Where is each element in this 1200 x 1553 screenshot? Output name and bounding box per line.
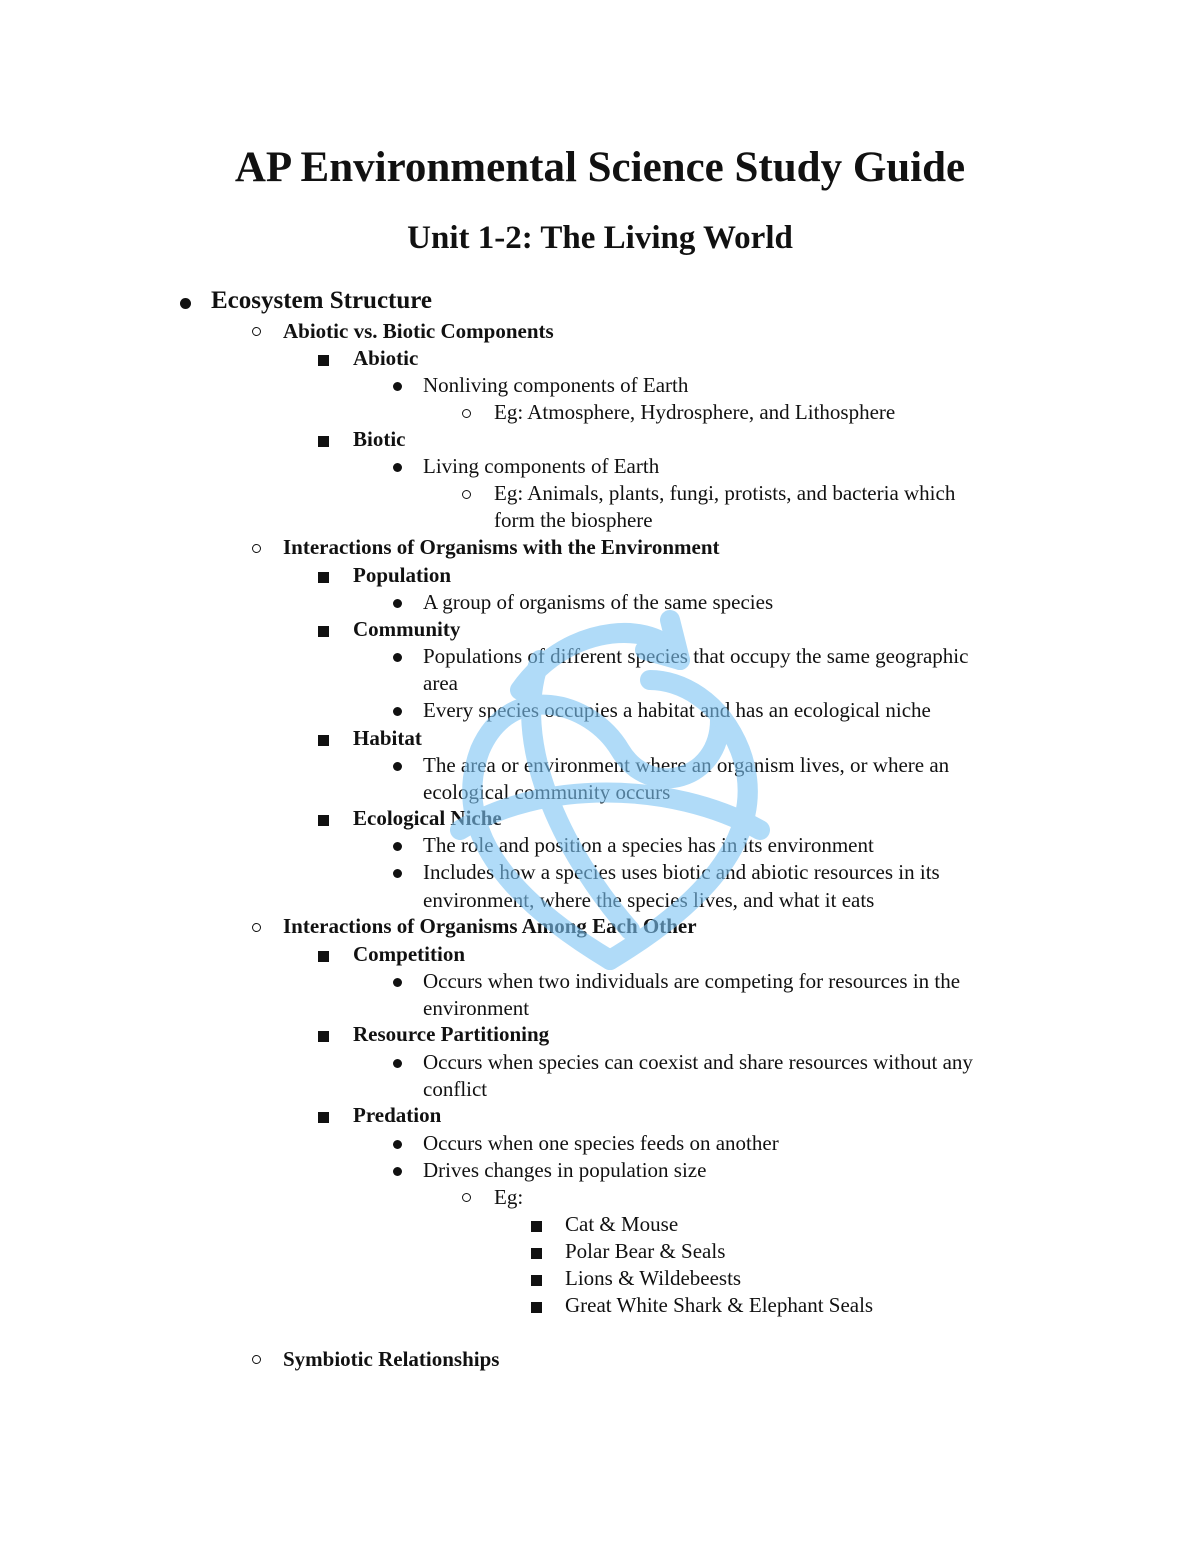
example-item: Lions & Wildebeests xyxy=(565,1266,742,1290)
subheading-interactions-among: Interactions of Organisms Among Each Other xyxy=(283,914,697,938)
definition-text: Includes how a species uses biotic and abiotic resources in its xyxy=(423,860,940,884)
definition-text: The area or environment where an organism lives, or where an xyxy=(423,753,950,777)
term-predation: Predation xyxy=(353,1103,442,1127)
term-ecological-niche: Ecological Niche xyxy=(353,806,502,830)
bullet-square-icon xyxy=(318,735,329,746)
subheading-interactions-environment: Interactions of Organisms with the Environment xyxy=(283,535,720,559)
bullet-dot-icon xyxy=(393,869,402,878)
bullet-square-icon xyxy=(531,1275,542,1286)
term-abiotic: Abiotic xyxy=(353,346,419,370)
page-title: AP Environmental Science Study Guide xyxy=(234,144,966,191)
bullet-ring-icon xyxy=(252,327,261,336)
example-text: Eg: Animals, plants, fungi, protists, and bacteria which xyxy=(494,481,956,505)
term-community: Community xyxy=(353,617,461,641)
subheading-abiotic-vs-biotic: Abiotic vs. Biotic Components xyxy=(283,319,554,343)
bullet-dot-icon xyxy=(180,298,191,309)
definition-text: Occurs when species can coexist and share resources without any xyxy=(423,1050,973,1074)
bullet-square-icon xyxy=(318,436,329,447)
bullet-square-icon xyxy=(531,1248,542,1259)
definition-text: Occurs when one species feeds on another xyxy=(423,1131,779,1155)
term-competition: Competition xyxy=(353,942,465,966)
bullet-ring-icon xyxy=(462,409,471,418)
definition-text: A group of organisms of the same species xyxy=(423,590,774,614)
bullet-square-icon xyxy=(318,355,329,366)
example-item: Great White Shark & Elephant Seals xyxy=(565,1293,874,1317)
definition-text-continued: environment, where the species lives, and what it eats xyxy=(423,888,875,912)
definition-text: Drives changes in population size xyxy=(423,1158,707,1182)
bullet-ring-icon xyxy=(252,923,261,932)
definition-text: Populations of different species that occupy the same geographic xyxy=(423,644,969,668)
bullet-dot-icon xyxy=(393,978,402,987)
bullet-dot-icon xyxy=(393,599,402,608)
bullet-dot-icon xyxy=(393,1059,402,1068)
term-biotic: Biotic xyxy=(353,427,406,451)
bullet-ring-icon xyxy=(252,1355,261,1364)
definition-text-continued: conflict xyxy=(423,1077,488,1101)
heading-ecosystem-structure: Ecosystem Structure xyxy=(211,287,433,314)
bullet-square-icon xyxy=(318,626,329,637)
bullet-dot-icon xyxy=(393,762,402,771)
definition-text: The role and position a species has in its environment xyxy=(423,833,874,857)
term-habitat: Habitat xyxy=(353,726,422,750)
term-population: Population xyxy=(353,563,452,587)
bullet-dot-icon xyxy=(393,707,402,716)
bullet-dot-icon xyxy=(393,842,402,851)
bullet-ring-icon xyxy=(252,544,261,553)
bullet-square-icon xyxy=(318,572,329,583)
bullet-square-icon xyxy=(318,1112,329,1123)
bullet-square-icon xyxy=(531,1302,542,1313)
bullet-square-icon xyxy=(318,1031,329,1042)
subheading-symbiotic: Symbiotic Relationships xyxy=(283,1347,500,1371)
bullet-dot-icon xyxy=(393,463,402,472)
example-item: Polar Bear & Seals xyxy=(565,1239,726,1263)
bullet-square-icon xyxy=(318,815,329,826)
bullet-ring-icon xyxy=(462,490,471,499)
bullet-square-icon xyxy=(318,951,329,962)
bullet-dot-icon xyxy=(393,653,402,662)
definition-text-continued: environment xyxy=(423,996,530,1020)
example-label: Eg: xyxy=(494,1185,524,1209)
bullet-dot-icon xyxy=(393,1140,402,1149)
definition-text-continued: ecological community occurs xyxy=(423,780,671,804)
page-subtitle: Unit 1-2: The Living World xyxy=(407,220,793,256)
example-text: Eg: Atmosphere, Hydrosphere, and Lithosphere xyxy=(494,400,896,424)
definition-text: Nonliving components of Earth xyxy=(423,373,689,397)
bullet-ring-icon xyxy=(462,1193,471,1202)
definition-text: Occurs when two individuals are competing for resources in the xyxy=(423,969,961,993)
bullet-square-icon xyxy=(531,1221,542,1232)
bullet-dot-icon xyxy=(393,382,402,391)
example-text-continued: form the biosphere xyxy=(494,508,653,532)
definition-text: Every species occupies a habitat and has an ecological niche xyxy=(423,698,931,722)
example-item: Cat & Mouse xyxy=(565,1212,679,1236)
definition-text: Living components of Earth xyxy=(423,454,660,478)
term-resource-partitioning: Resource Partitioning xyxy=(353,1022,550,1046)
definition-text-continued: area xyxy=(423,671,458,695)
bullet-dot-icon xyxy=(393,1167,402,1176)
